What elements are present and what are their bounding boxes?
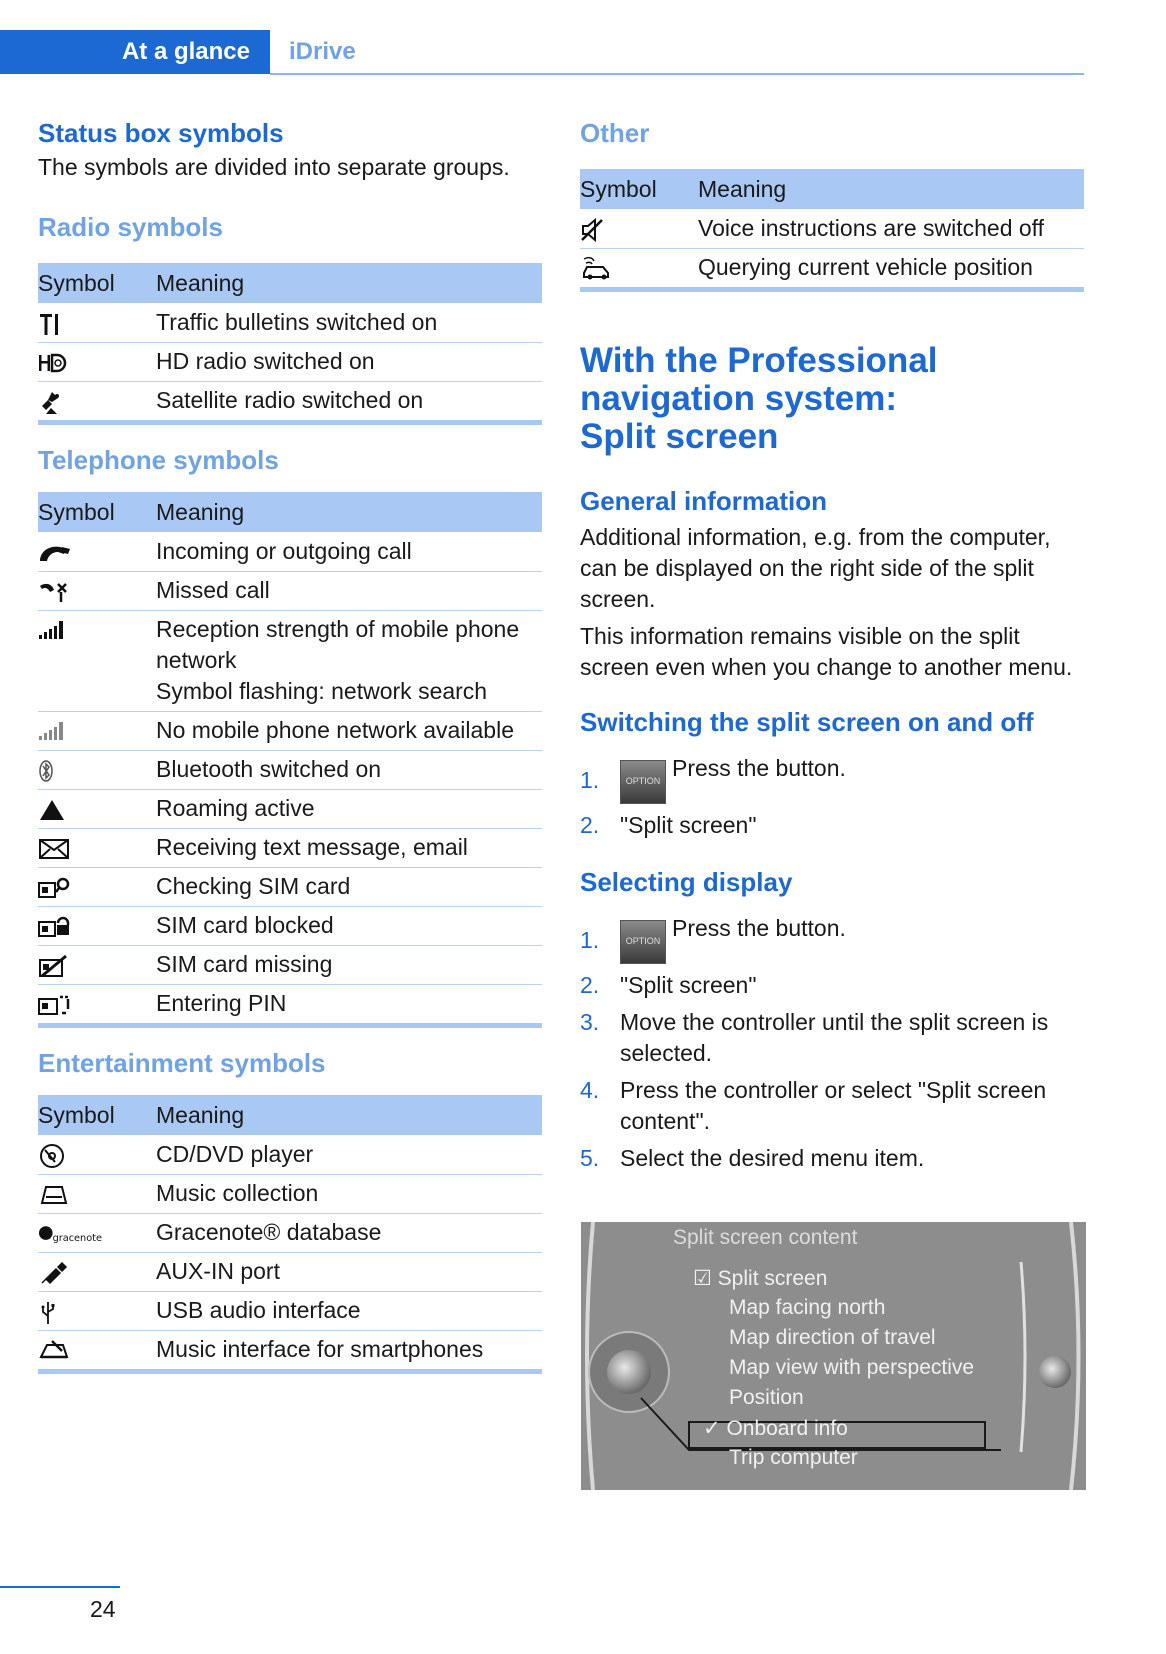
- table-row: [38, 712, 542, 751]
- telephone-symbols-table: [38, 492, 542, 1028]
- table-row: [38, 572, 542, 611]
- menu-item-map-perspective[interactable]: Map view with perspective: [729, 1356, 975, 1379]
- table-row: [38, 946, 542, 985]
- list-item: [580, 913, 1084, 964]
- list-item: [580, 753, 1084, 804]
- status-box-heading: Status box symbols: [38, 118, 284, 148]
- music-collection-icon: [38, 1181, 78, 1209]
- radio-symbols-table: [38, 263, 542, 425]
- step-text: "Split screen": [620, 812, 757, 838]
- svg-text:gracenote: gracenote: [52, 1232, 102, 1244]
- table-row: [38, 533, 542, 572]
- table-row: [580, 210, 1084, 249]
- general-info-paragraph-1: Additional information, e.g. from the computer, can be displayed on the right side of the split screen.: [580, 524, 1051, 612]
- split-screen-menu: [581, 1222, 1086, 1490]
- table-row: [38, 1292, 542, 1331]
- selecting-steps: [580, 913, 1084, 1174]
- step-number: 3.: [580, 1009, 600, 1035]
- ti-icon: [38, 310, 78, 338]
- pin-entry-icon: [38, 991, 78, 1019]
- meaning-cell: Roaming active: [156, 790, 542, 829]
- phone-handset-icon: [38, 539, 78, 567]
- column-header-symbol: Symbol: [38, 263, 156, 304]
- column-header-meaning: Meaning: [156, 1095, 542, 1136]
- voice-off-icon: [580, 216, 620, 244]
- meaning-extra-text: Symbol flashing: network search: [156, 678, 488, 704]
- step-number: 2.: [580, 972, 600, 998]
- switching-heading: Switching the split screen on and off: [580, 707, 1034, 737]
- list-item: [580, 1143, 1084, 1174]
- meaning-cell: CD/DVD player: [156, 1136, 542, 1175]
- step-text: "Split screen": [620, 972, 757, 998]
- meaning-cell: SIM card missing: [156, 946, 542, 985]
- signal-strength-icon: [38, 617, 78, 645]
- table-row: [38, 1136, 542, 1175]
- meaning-cell: Entering PIN: [156, 985, 542, 1026]
- column-header-symbol: Symbol: [38, 1095, 156, 1136]
- footer-rule: [0, 1586, 120, 1588]
- cd-dvd-icon: [38, 1142, 78, 1170]
- meaning-cell: Music interface for smartphones: [156, 1331, 542, 1372]
- meaning-cell: Music collection: [156, 1175, 542, 1214]
- meaning-cell: SIM card blocked: [156, 907, 542, 946]
- table-row: [38, 907, 542, 946]
- column-header-symbol: Symbol: [580, 169, 698, 210]
- left-column: [38, 116, 542, 1374]
- table-row: [38, 611, 542, 712]
- meaning-cell: Incoming or outgoing call: [156, 533, 542, 572]
- status-box-intro: The symbols are divided into separate groups.: [38, 154, 510, 180]
- radio-symbols-heading: Radio symbols: [38, 212, 223, 242]
- meaning-cell: Missed call: [156, 572, 542, 611]
- step-text: Move the controller until the split screen is selected.: [620, 1009, 1049, 1066]
- table-row: [38, 382, 542, 423]
- table-row: [38, 790, 542, 829]
- satellite-radio-icon: [38, 388, 78, 416]
- meaning-cell: Checking SIM card: [156, 868, 542, 907]
- telephone-symbols-heading: Telephone symbols: [38, 445, 279, 475]
- general-info-paragraph-2: This information remains visible on the split screen even when you change to another menu.: [580, 623, 1073, 680]
- aux-in-icon: [38, 1259, 78, 1287]
- switching-steps: [580, 753, 1084, 841]
- menu-item-position[interactable]: Position: [729, 1386, 804, 1409]
- sim-blocked-icon: [38, 913, 78, 941]
- smartphone-music-icon: [38, 1337, 78, 1365]
- list-item: [580, 810, 1084, 841]
- header-tab-at-a-glance: At a glance: [0, 30, 270, 74]
- selecting-display-heading: Selecting display: [580, 867, 793, 897]
- general-information-heading: General information: [580, 486, 828, 516]
- column-header-meaning: Meaning: [698, 169, 1084, 210]
- table-row: [38, 1331, 542, 1372]
- step-number: 1.: [580, 927, 600, 953]
- column-header-meaning: Meaning: [156, 263, 542, 304]
- meaning-cell: Voice instructions are switched off: [698, 210, 1084, 249]
- bluetooth-icon: [38, 757, 78, 785]
- table-row: [580, 249, 1084, 290]
- list-item: [580, 970, 1084, 1001]
- vehicle-position-icon: [580, 255, 620, 283]
- meaning-cell: Gracenote® database: [156, 1214, 542, 1253]
- menu-item-trip-computer[interactable]: Trip computer: [729, 1446, 858, 1469]
- table-row: [38, 1175, 542, 1214]
- menu-item-onboard-info[interactable]: [703, 1416, 848, 1441]
- title-line-2: navigation system:: [580, 379, 898, 418]
- step-text: Select the desired menu item.: [620, 1145, 925, 1171]
- sim-missing-icon: [38, 952, 78, 980]
- table-row: [38, 304, 542, 343]
- title-line-3: Split screen: [580, 417, 779, 456]
- entertainment-symbols-table: [38, 1095, 542, 1374]
- professional-nav-title: [580, 342, 1084, 456]
- menu-item-split-screen[interactable]: [693, 1266, 827, 1291]
- table-row: [38, 1214, 542, 1253]
- checkmark-icon: ✓: [703, 1417, 727, 1440]
- usb-icon: [38, 1298, 78, 1326]
- menu-item-map-facing-north[interactable]: Map facing north: [729, 1296, 886, 1319]
- header-rule: [270, 73, 1084, 75]
- meaning-cell: Receiving text message, email: [156, 829, 542, 868]
- split-screen-menu-photo: [581, 1222, 1086, 1490]
- table-row: [38, 829, 542, 868]
- no-signal-icon: [38, 718, 78, 746]
- step-text: Press the controller or select "Split screen content".: [620, 1077, 1047, 1134]
- meaning-cell: [156, 611, 542, 712]
- other-heading: Other: [580, 118, 650, 148]
- list-item: [580, 1007, 1084, 1069]
- table-row: [38, 751, 542, 790]
- hd-radio-icon: [38, 349, 78, 377]
- gracenote-icon: [38, 1220, 114, 1248]
- meaning-cell: No mobile phone network available: [156, 712, 542, 751]
- meaning-cell: Traffic bulletins switched on: [156, 304, 542, 343]
- step-text: Press the button.: [672, 755, 846, 781]
- header-section-idrive: iDrive: [289, 38, 356, 65]
- table-row: [38, 1253, 542, 1292]
- table-row: [38, 868, 542, 907]
- step-number: 2.: [580, 812, 600, 838]
- roaming-icon: [38, 796, 78, 824]
- entertainment-symbols-heading: Entertainment symbols: [38, 1048, 326, 1078]
- step-number: 5.: [580, 1145, 600, 1171]
- option-button[interactable]: OPTION: [620, 760, 666, 804]
- column-header-meaning: Meaning: [156, 492, 542, 533]
- sim-check-icon: [38, 874, 78, 902]
- step-number: 1.: [580, 767, 600, 793]
- meaning-cell: Satellite radio switched on: [156, 382, 542, 423]
- meaning-cell: HD radio switched on: [156, 343, 542, 382]
- step-text: Press the button.: [672, 915, 846, 941]
- option-button[interactable]: OPTION: [620, 920, 666, 964]
- meaning-cell: Querying current vehicle position: [698, 249, 1084, 290]
- menu-title: Split screen content: [673, 1226, 858, 1249]
- table-row: [38, 985, 542, 1026]
- meaning-text: Reception strength of mobile phone network: [156, 616, 520, 673]
- menu-item-label: Split screen: [717, 1267, 828, 1290]
- title-line-1: With the Professional: [580, 341, 938, 380]
- meaning-cell: AUX-IN port: [156, 1253, 542, 1292]
- table-row: [38, 343, 542, 382]
- other-symbols-table: [580, 169, 1084, 292]
- menu-item-map-direction[interactable]: Map direction of travel: [729, 1326, 936, 1349]
- missed-call-icon: [38, 578, 78, 606]
- step-number: 4.: [580, 1077, 600, 1103]
- checkbox-icon: ☑: [693, 1267, 718, 1290]
- page-number: 24: [90, 1596, 116, 1622]
- menu-item-label: Onboard info: [726, 1417, 848, 1440]
- column-header-symbol: Symbol: [38, 492, 156, 533]
- envelope-icon: [38, 835, 78, 863]
- right-column: [580, 116, 1084, 1180]
- list-item: [580, 1075, 1084, 1137]
- meaning-cell: USB audio interface: [156, 1292, 542, 1331]
- meaning-cell: Bluetooth switched on: [156, 751, 542, 790]
